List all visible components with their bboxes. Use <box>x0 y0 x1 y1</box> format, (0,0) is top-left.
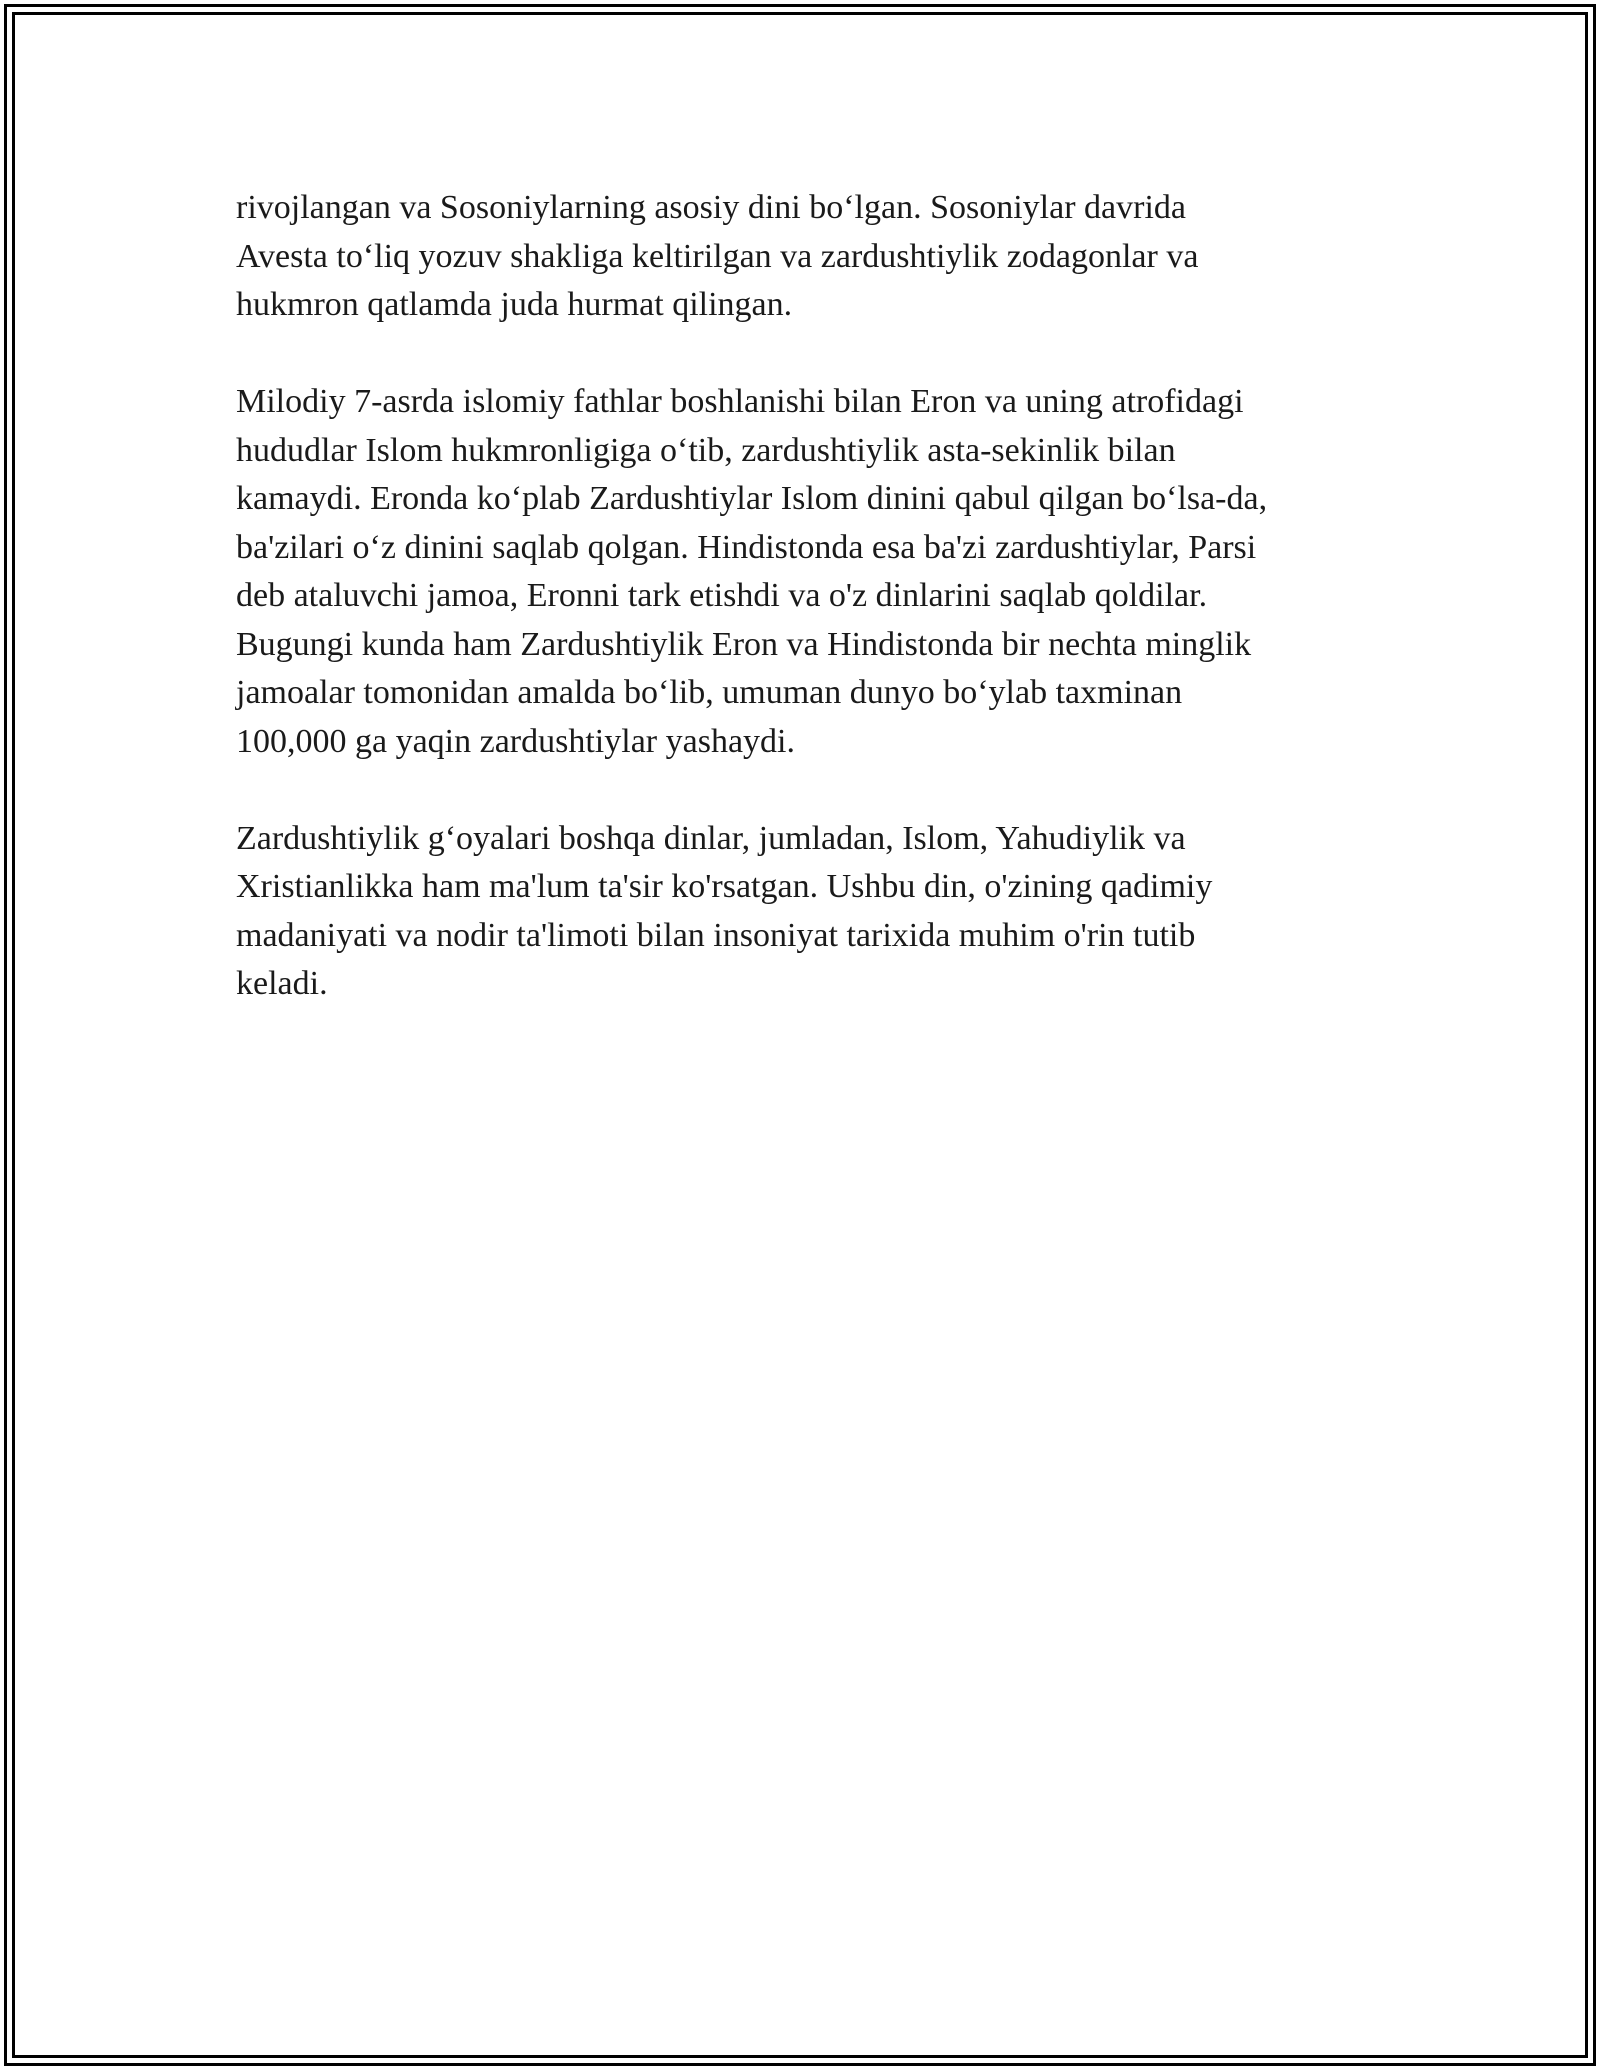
paragraph-1: rivojlangan va Sosoniylarning asosiy dini bo‘lgan. Sosoniylar davrida Avesta to‘liq yozuv shakliga keltirilgan va zardushtiylik zodagonlar va hukmron qatlamda juda hurmat qilingan. <box>236 189 1199 323</box>
paragraph-2: Milodiy 7-asrda islomiy fathlar boshlanishi bilan Eron va uning atrofidagi hududlar Islom hukmronligiga o‘tib, zardushtiylik asta-sekinlik bilan kamaydi. Eronda ko‘plab Zardushtiylar Islom dinini qabul qilgan bo‘lsa-da, ba'zilari o‘z dinini saqlab qolgan. Hindistonda esa ba'zi zardushtiylar, Parsi deb ataluvchi jamoa, Eronni tark etishdi va o'z dinlarini saqlab qoldilar. Bugungi kunda ham Zardushtiylik Eron va Hindistonda bir nechta minglik jamoalar tomonidan amalda bo‘lib, umuman dunyo bo‘ylab taxminan 100,000 ga yaqin zardushtiylar yashaydi. <box>236 383 1268 760</box>
document-body <box>236 184 1366 1057</box>
paragraph-3: Zardushtiylik g‘oyalari boshqa dinlar, jumladan, Islom, Yahudiylik va Xristianlikka ham ma'lum ta'sir ko'rsatgan. Ushbu din, o'zining qadimiy madaniyati va nodir ta'limoti bilan insoniyat tarixida muhim o'rin tutib keladi. <box>236 819 1213 1002</box>
